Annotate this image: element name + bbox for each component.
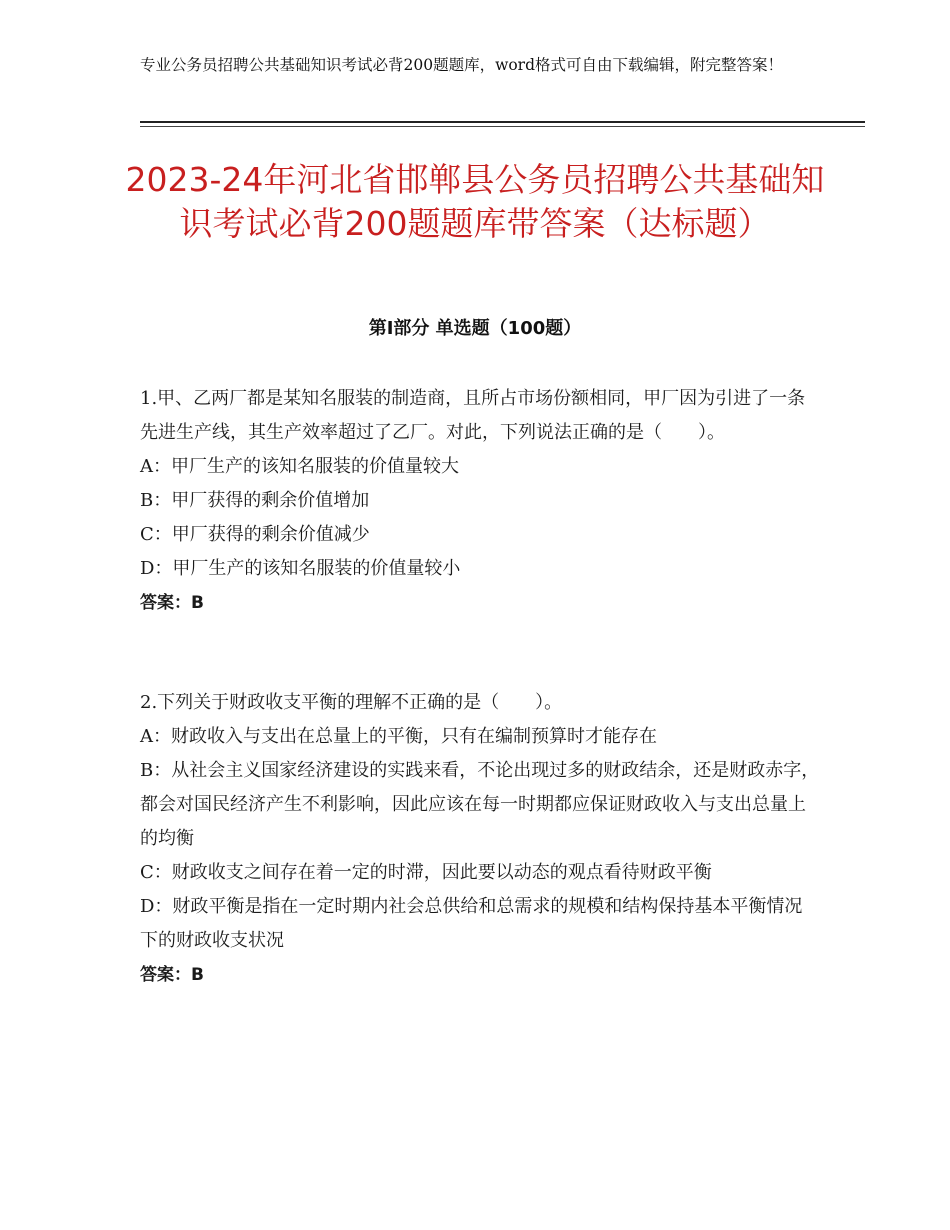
option-c: C：财政收支之间存在着一定的时滞，因此要以动态的观点看待财政平衡 (140, 862, 712, 883)
option-c: C：甲厂获得的剩余价值减少 (140, 524, 370, 545)
answer: 答案：B (140, 593, 204, 613)
question-stem: 2.下列关于财政收支平衡的理解不正确的是（ ）。 (140, 692, 563, 713)
header-note: 专业公务员招聘公共基础知识考试必背200题题库，word格式可自由下载编辑，附完整答案！ (140, 56, 784, 74)
question-2 (140, 686, 820, 992)
question-stem: 1.甲、乙两厂都是某知名服装的制造商，且所占市场份额相同，甲厂因为引进了一条先进生产线，其生产效率超过了乙厂。对此，下列说法正确的是（ ）。 (140, 388, 806, 443)
option-a: A：甲厂生产的该知名服装的价值量较大 (140, 456, 459, 477)
answer: 答案：B (140, 965, 204, 985)
option-d: D：甲厂生产的该知名服装的价值量较小 (140, 558, 461, 579)
document-title: 2023-24年河北省邯郸县公务员招聘公共基础知识考试必背200题题库带答案（达标题） (125, 160, 825, 243)
section-heading: 第Ⅰ部分 单选题（100题） (368, 318, 582, 339)
option-d: D：财政平衡是指在一定时期内社会总供给和总需求的规模和结构保持基本平衡情况下的财政收支状况 (140, 896, 803, 951)
header-divider-thin (140, 126, 865, 127)
option-b: B：从社会主义国家经济建设的实践来看，不论出现过多的财政结余，还是财政赤字，都会对国民经济产生不利影响，因此应该在每一时期都应保证财政收入与支出总量上的均衡 (140, 760, 820, 849)
option-b: B：甲厂获得的剩余价值增加 (140, 490, 370, 511)
question-1 (140, 382, 820, 620)
option-a: A：财政收入与支出在总量上的平衡，只有在编制预算时才能存在 (140, 726, 657, 747)
header-divider-thick (140, 121, 865, 123)
